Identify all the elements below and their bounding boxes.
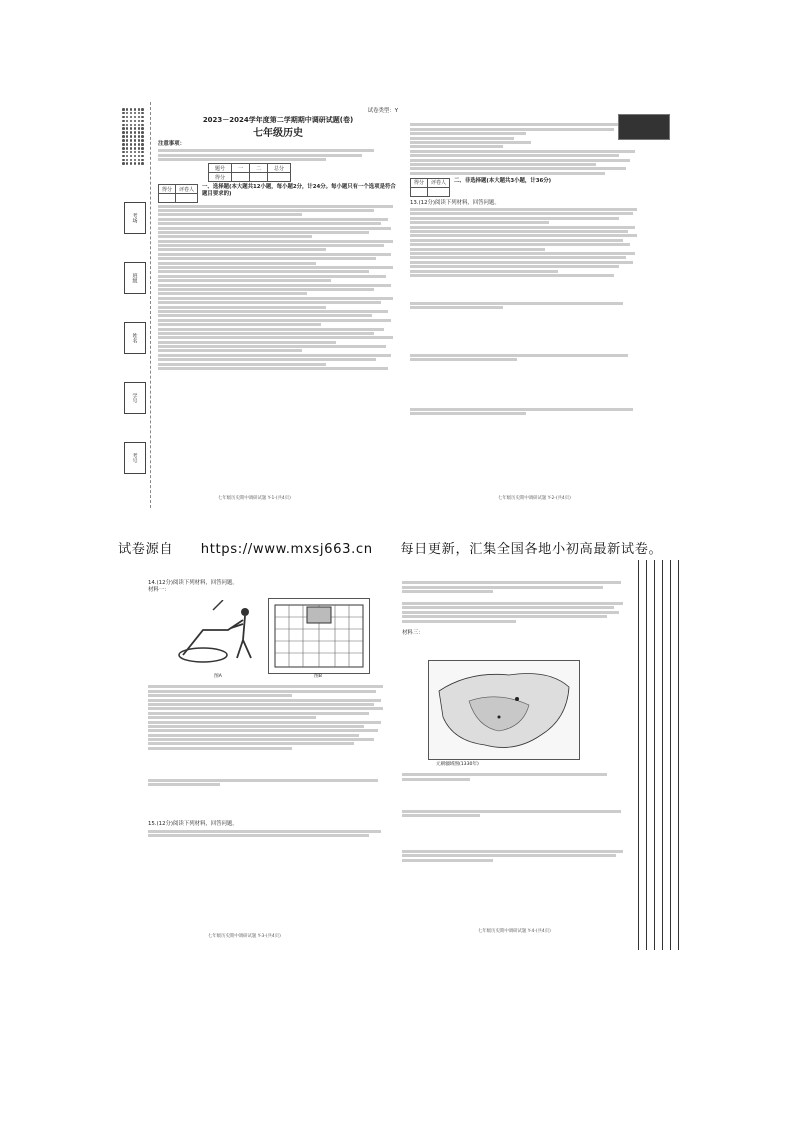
left-page bbox=[158, 108, 398, 371]
score-header-total: 总分 bbox=[268, 164, 291, 173]
banner-lead: 试卷源自 bbox=[118, 542, 174, 557]
exam-subject: 七年级历史 bbox=[253, 128, 303, 139]
map-caption: 元朝疆域图(1330年) bbox=[436, 762, 479, 767]
figure-b-caption: 图B bbox=[314, 674, 322, 679]
page-4-questions bbox=[402, 772, 630, 863]
binding-line-2 bbox=[646, 560, 647, 950]
binding-line-3 bbox=[654, 560, 655, 950]
question-13-materials bbox=[410, 208, 642, 277]
section-2-heading: 二、非选择题(本大题共3小题，计36分) bbox=[454, 177, 552, 184]
score-header-number: 题号 bbox=[209, 164, 232, 173]
dot-pattern-top bbox=[122, 108, 144, 166]
figure-b-city-plan bbox=[268, 598, 370, 674]
score-table bbox=[208, 163, 291, 182]
question-15-stem: 15.(12分)阅读下列材料，回答问题。 bbox=[148, 821, 238, 828]
bin-field-exam-room: 考场 bbox=[124, 202, 146, 234]
footer-page-4: 七年级历史期中调研试题 Y-4-(共4页) bbox=[478, 929, 551, 934]
page-3-body bbox=[148, 684, 388, 839]
binding-margin bbox=[118, 102, 151, 508]
exam-sheet-pages-1-2 bbox=[118, 102, 680, 508]
binding-line-1 bbox=[638, 560, 639, 950]
exam-sheet-pages-3-4 bbox=[118, 560, 680, 950]
footer-page-1: 七年级历史期中调研试题 Y-1-(共4页) bbox=[218, 496, 291, 501]
right-page bbox=[410, 122, 642, 417]
exam-title: 2023－2024学年度第二学期期中调研试题(卷) bbox=[202, 116, 354, 124]
bin-field-student-no: 学号 bbox=[124, 382, 146, 414]
bin-field-name: 姓名 bbox=[124, 322, 146, 354]
banner-url[interactable]: https://www.mxsj663.cn bbox=[200, 542, 373, 557]
bin-field-exam-no: 考号 bbox=[124, 442, 146, 474]
question-14-stem: 14.(12分)阅读下列材料，回答问题。 bbox=[148, 580, 238, 586]
binding-line-5 bbox=[670, 560, 671, 950]
page-4 bbox=[402, 580, 630, 637]
question-14-material3-label: 材料三： bbox=[402, 629, 424, 636]
question-13-stem: 13.(12分)阅读下列材料，回答问题。 bbox=[410, 199, 500, 206]
binding-line-6 bbox=[678, 560, 679, 950]
question-14-material1-label: 材料一： bbox=[148, 587, 170, 593]
figure-a-plough bbox=[173, 600, 263, 670]
grader-label-grader: 评卷人 bbox=[176, 185, 198, 194]
grader-label-score: 得分 bbox=[159, 185, 176, 194]
score-header-part2: 二 bbox=[250, 164, 268, 173]
grader-label-grader-2: 评卷人 bbox=[428, 178, 450, 187]
section-1-heading: 一、选择题(本大题共12小题，每小题2分，计24分。每小题只有一个选项是符合题目要求的) bbox=[202, 184, 396, 198]
grader-box-2 bbox=[410, 178, 450, 197]
choice-questions-block bbox=[158, 205, 398, 370]
paper-type: 试卷类型：Y bbox=[367, 108, 398, 114]
binding-line-4 bbox=[662, 560, 663, 950]
banner-tail: 每日更新，汇集全国各地小初高最新试卷。 bbox=[400, 542, 663, 557]
grader-label-score-2: 得分 bbox=[411, 178, 428, 187]
score-header-part1: 一 bbox=[232, 164, 250, 173]
grader-box-1 bbox=[158, 184, 198, 203]
yuan-dynasty-map bbox=[428, 660, 580, 760]
footer-page-3: 七年级历史期中调研试题 Y-3-(共4页) bbox=[208, 934, 281, 939]
notice-heading: 注意事项： bbox=[158, 141, 185, 147]
source-banner bbox=[118, 538, 718, 557]
figure-a-caption: 图A bbox=[214, 674, 222, 679]
bin-field-class: 班级 bbox=[124, 262, 146, 294]
corner-photo bbox=[618, 114, 670, 140]
score-row-label: 得分 bbox=[209, 173, 232, 182]
footer-page-2: 七年级历史期中调研试题 Y-2-(共4页) bbox=[498, 496, 571, 501]
page-3 bbox=[148, 580, 388, 594]
